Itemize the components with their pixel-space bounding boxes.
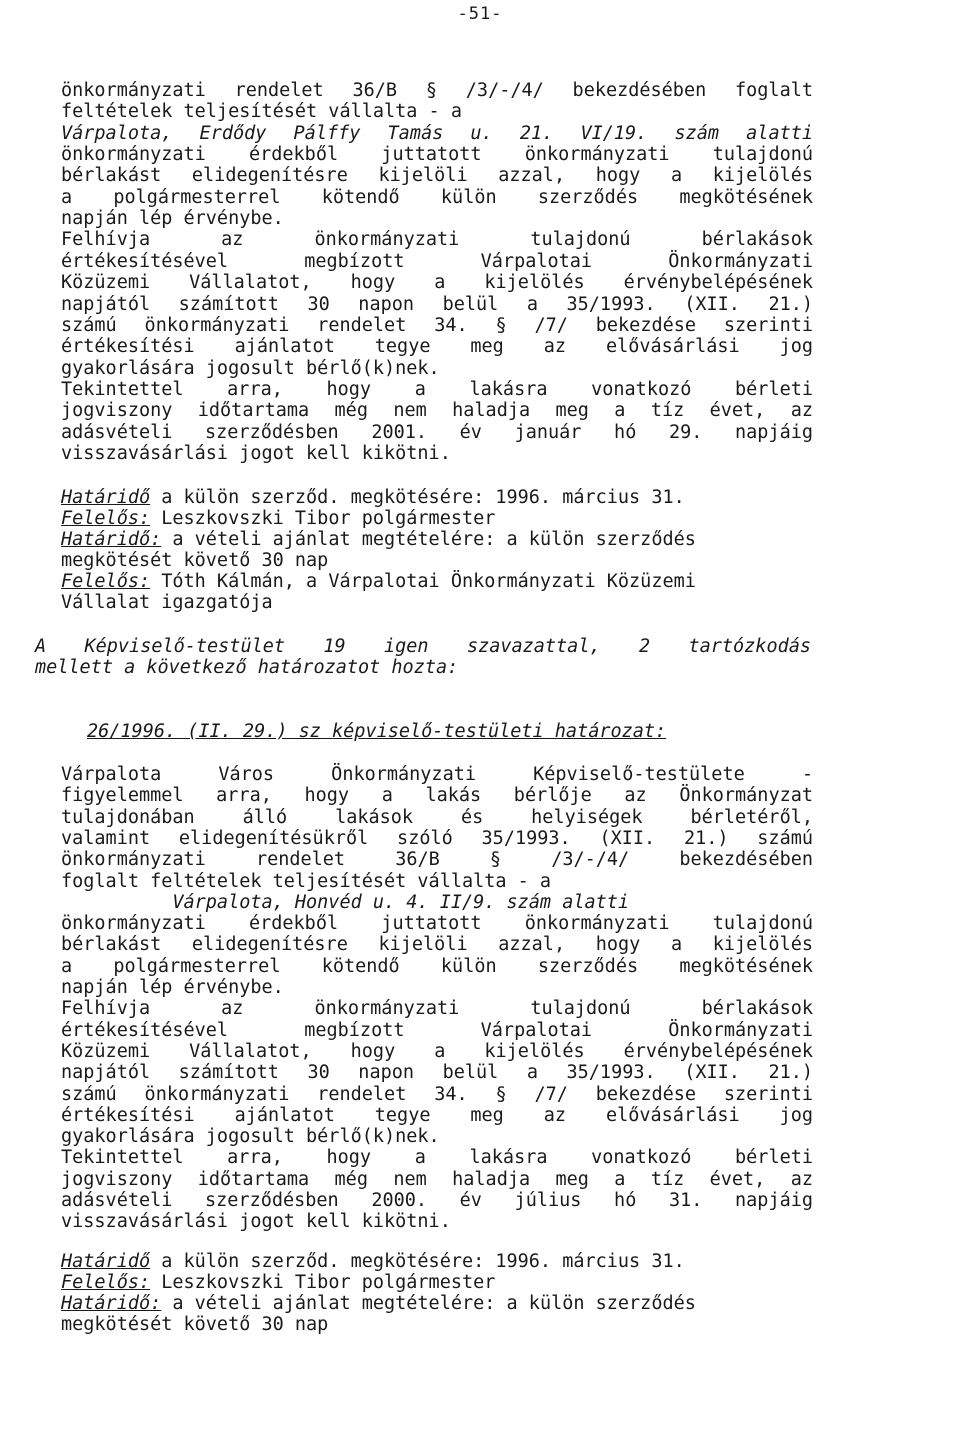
deadline-label: Határidő:	[61, 1293, 162, 1314]
text-line: önkormányzati érdekből juttatott önkormányzati tulajdonú	[61, 144, 813, 166]
responsible-2a	[61, 1272, 495, 1293]
responsible-label: Felelős:	[61, 571, 151, 592]
text-line: értékesítésével megbízott Várpalotai Önkormányzati	[61, 250, 813, 272]
text-line: Közüzemi Vállalatot, hogy a kijelölés érvénybelépésének	[61, 1040, 813, 1062]
text-line: önkormányzati rendelet 36/B § /3/-/4/ bekezdésében foglalt	[61, 80, 813, 101]
responsible-text: Tóth Kálmán, a Várpalotai Önkormányzati Közüzemi	[150, 571, 696, 592]
deadline-text: a vételi ajánlat megtételére: a külön szerződés	[161, 529, 696, 550]
text-line: jogviszony időtartama még nem haladja meg a tíz évet, az	[61, 400, 813, 422]
text-line: napján lép érvénybe.	[61, 208, 284, 230]
text-line: a polgármesterrel kötendő külön szerződés megkötésének	[61, 955, 813, 977]
deadline-1b-cont: megkötését követő 30 nap	[61, 550, 329, 571]
responsible-label: Felelős:	[61, 1272, 151, 1293]
text-line: értékesítési ajánlatot tegye meg az elővásárlási jog	[61, 336, 813, 358]
text-line: a polgármesterrel kötendő külön szerződés megkötésének	[61, 186, 813, 208]
text-line: figyelemmel arra, hogy a lakás bérlője az Önkormányzat	[61, 785, 813, 807]
text-line: tulajdonában álló lakások és helyiségek bérletéről,	[61, 806, 813, 828]
text-line: Várpalota, Erdődy Pálffy Tamás u. 21. VI/19. szám alatti	[61, 122, 813, 144]
text-line: visszavásárlási jogot kell kikötni.	[61, 1211, 451, 1233]
deadline-2b	[61, 1293, 696, 1314]
text-line: foglalt feltételek teljesítését vállalta - a	[61, 870, 552, 892]
text-line: gyakorlására jogosult bérlő(k)nek.	[61, 1126, 440, 1148]
text-line: napjától számított 30 napon belül a 35/1993. (XII. 21.)	[61, 293, 813, 315]
deadline-2a	[61, 1251, 685, 1272]
responsible-text: Leszkovszki Tibor polgármester	[150, 508, 496, 529]
deadline-label: Határidő	[61, 1251, 151, 1272]
deadline-1a	[61, 487, 685, 508]
deadline-text: a vételi ajánlat megtételére: a külön szerződés	[161, 1293, 696, 1314]
deadline-text: a külön szerződ. megkötésére: 1996. március 31.	[150, 487, 685, 508]
text-line: értékesítési ajánlatot tegye meg az elővásárlási jog	[61, 1104, 813, 1126]
text-line: Közüzemi Vállalatot, hogy a kijelölés érvénybelépésének	[61, 272, 813, 294]
responsible-label: Felelős:	[61, 508, 151, 529]
text-line: Várpalota Város Önkormányzati Képviselő-testülete -	[61, 764, 813, 785]
text-line: visszavásárlási jogot kell kikötni.	[61, 442, 451, 464]
vote-line-2: mellett a következő határozatot hozta:	[35, 657, 459, 678]
resolution-title: 26/1996. (II. 29.) sz képviselő-testületi határozat:	[87, 721, 667, 742]
text-line: Tekintettel arra, hogy a lakásra vonatkozó bérleti	[61, 1147, 813, 1169]
text-line: gyakorlására jogosult bérlő(k)nek.	[61, 357, 440, 379]
deadline-1b	[61, 529, 696, 550]
text-line: önkormányzati érdekből juttatott önkormányzati tulajdonú	[61, 913, 813, 935]
page-number: -51-	[457, 4, 503, 24]
responsible-text: Leszkovszki Tibor polgármester	[150, 1272, 496, 1293]
text-line: napján lép érvénybe.	[61, 977, 284, 998]
text-line: Várpalota, Honvéd u. 4. II/9. szám alatti	[61, 891, 630, 913]
text-line: Felhívja az önkormányzati tulajdonú bérlakások	[61, 229, 813, 251]
text-line: önkormányzati rendelet 36/B § /3/-/4/ bekezdésében	[61, 849, 813, 871]
deadline-2b-cont: megkötését követő 30 nap	[61, 1314, 329, 1335]
responsible-1a	[61, 508, 495, 529]
text-line: számú önkormányzati rendelet 34. § /7/ bekezdése szerinti	[61, 314, 813, 336]
text-line: bérlakást elidegenítésre kijelöli azzal, hogy a kijelölés	[61, 934, 813, 956]
responsible-1b-cont: Vállalat igazgatója	[61, 592, 273, 613]
text-line: adásvételi szerződésben 2000. év július hó 31. napjáig	[61, 1190, 813, 1211]
responsible-1b	[61, 571, 696, 592]
text-line: értékesítésével megbízott Várpalotai Önkormányzati	[61, 1019, 813, 1041]
text-line: Felhívja az önkormányzati tulajdonú bérlakások	[61, 998, 813, 1020]
text-line: bérlakást elidegenítésre kijelöli azzal, hogy a kijelölés	[61, 165, 813, 187]
text-line: feltételek teljesítését vállalta - a	[61, 101, 462, 123]
deadline-text: a külön szerződ. megkötésére: 1996. március 31.	[150, 1251, 685, 1272]
vote-line-1: A Képviselő-testület 19 igen szavazattal, 2 tartózkodás	[35, 636, 811, 657]
text-line: Tekintettel arra, hogy a lakásra vonatkozó bérleti	[61, 378, 813, 400]
text-line: valamint elidegenítésükről szóló 35/1993. (XII. 21.) számú	[61, 827, 813, 849]
deadline-label: Határidő:	[61, 529, 162, 550]
text-line: jogviszony időtartama még nem haladja meg a tíz évet, az	[61, 1168, 813, 1190]
text-line: napjától számított 30 napon belül a 35/1993. (XII. 21.)	[61, 1062, 813, 1084]
text-line: adásvételi szerződésben 2001. év január hó 29. napjáig	[61, 421, 813, 443]
deadline-label: Határidő	[61, 487, 151, 508]
text-line: számú önkormányzati rendelet 34. § /7/ bekezdése szerinti	[61, 1083, 813, 1105]
